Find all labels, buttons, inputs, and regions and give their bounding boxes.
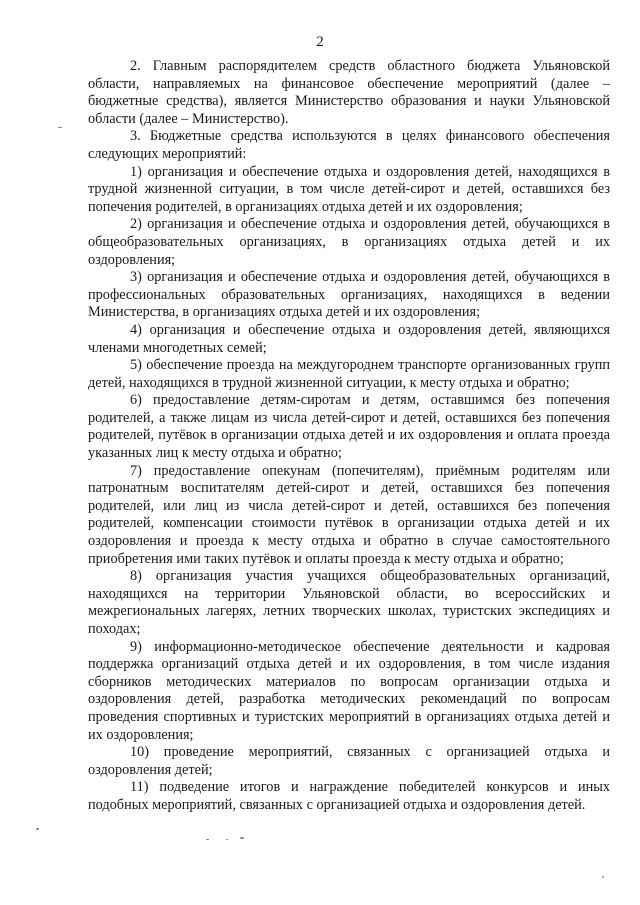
paragraph-main-administrator: 2. Главным распорядителем средств областного бюджета Ульяновской области, направляемых на финансовое обеспечение мероприятий (далее – бюджетные средства), является Министерство образования и науки Ульяновской области (далее – Министерство). [88,58,610,127]
list-item-3: 3) организация и обеспечение отдыха и оздоровления детей, обучающихся в профессиональных образовательных организациях, находящихся в ведении Министерства, в организациях отдыха детей и их оздоровления; [88,269,610,321]
scan-speck [206,839,209,840]
paragraph-budget-use: 3. Бюджетные средства используются в целях финансового обеспечения следующих мероприятий: [88,128,610,162]
list-item-2: 2) организация и обеспечение отдыха и оздоровления детей, обучающихся в общеобразовательных организациях, в организациях отдыха детей и их оздоровления; [88,216,610,268]
list-item-10: 10) проведение мероприятий, связанных с организацией отдыха и оздоровления детей; [88,744,610,778]
scan-speck [602,876,604,878]
scan-speck [240,837,244,839]
list-item-5: 5) обеспечение проезда на междугороднем транспорте организованных групп детей, находящихся в трудной жизненной ситуации, к месту отдыха и обратно; [88,357,610,391]
list-item-4: 4) организация и обеспечение отдыха и оздоровления детей, являющихся членами многодетных семей; [88,321,610,356]
list-item-9: 9) информационно-методическое обеспечение деятельности и кадровая поддержка организаций отдыха детей и их оздоровления, в том числе издания сборников методических материалов по вопросам организации отдыха и оздоровления детей, разработка методических рекомендаций по вопросам проведения спортивных и туристских мероприятий в организациях отдыха детей и их оздоровления; [88,638,610,743]
list-item-8: 8) организация участия учащихся общеобразовательных организаций, находящихся на территории Ульяновской области, во всероссийских и межрегиональных лагерях, летних творческих школах, туристских экспедициях и походах; [88,568,610,637]
scan-speck [58,127,62,128]
scan-speck [226,839,228,840]
scan-speck [36,828,39,830]
document-body [88,58,610,815]
list-item-7: 7) предоставление опекунам (попечителям), приёмным родителям или патронатным воспитателям детей-сирот и детей, оставшихся без попечения родителей, или лиц из числа детей-сирот и детей, оставшихся без попечения родителей, компенсации стоимости путёвок в организации отдыха детей и их оздоровления и проезда к месту отдыха и обратно в случае самостоятельного приобретения ими таких путёвок и оплаты проезда к месту отдыха и обратно; [88,462,610,567]
list-item-11: 11) подведение итогов и награждение победителей конкурсов и иных подобных мероприятий, связанных с организацией отдыха и оздоровления детей. [88,779,610,813]
list-item-1: 1) организация и обеспечение отдыха и оздоровления детей, находящихся в трудной жизненной ситуации, в том числе детей-сирот и детей, оставшихся без попечения родителей, в организациях отдыха детей и их оздоровления; [88,163,610,215]
page-number: 2 [316,34,324,50]
list-item-6: 6) предоставление детям-сиротам и детям, оставшимся без попечения родителей, а также лицам из числа детей-сирот и детей, оставшихся без попечения родителей, путёвок в организации отдыха детей и их оздоровления и оплата проезда указанных лиц к месту отдыха и обратно; [88,392,610,462]
